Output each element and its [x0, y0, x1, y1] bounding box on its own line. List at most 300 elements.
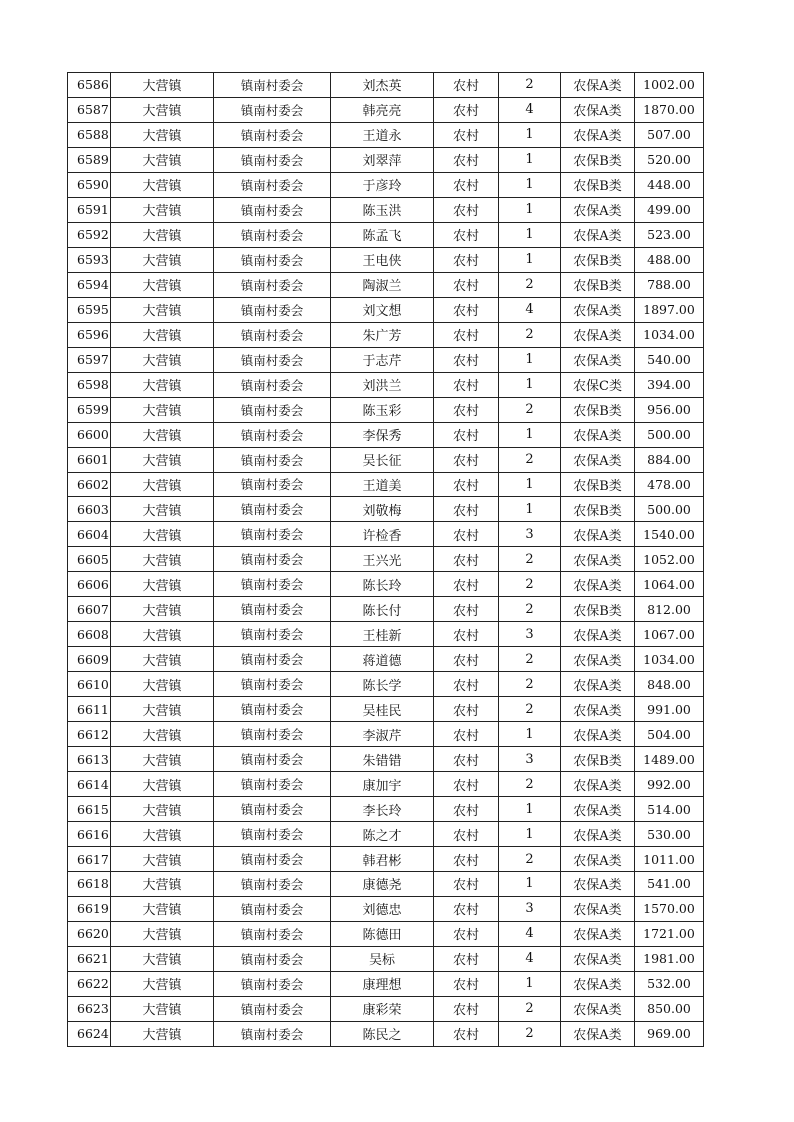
village-committee-cell: 镇南村委会 — [214, 422, 331, 447]
village-committee-cell: 镇南村委会 — [214, 372, 331, 397]
family-size-cell: 1 — [499, 497, 561, 522]
household-type-cell: 农村 — [434, 847, 499, 872]
table-row — [68, 122, 704, 147]
table-row — [68, 472, 704, 497]
town-cell: 大营镇 — [111, 971, 214, 996]
village-committee-cell: 镇南村委会 — [214, 697, 331, 722]
household-type-cell: 农村 — [434, 672, 499, 697]
person-name-cell: 李保秀 — [331, 422, 434, 447]
insurance-category-cell: 农保A类 — [561, 547, 635, 572]
record-number-cell: 6598 — [68, 372, 111, 397]
village-committee-cell: 镇南村委会 — [214, 872, 331, 897]
family-size-cell: 2 — [499, 597, 561, 622]
amount-cell: 956.00 — [635, 397, 704, 422]
table-row — [68, 1021, 704, 1046]
table-row — [68, 797, 704, 822]
person-name-cell: 陈长付 — [331, 597, 434, 622]
insurance-category-cell: 农保B类 — [561, 397, 635, 422]
village-committee-cell: 镇南村委会 — [214, 197, 331, 222]
record-number-cell: 6597 — [68, 347, 111, 372]
town-cell: 大营镇 — [111, 497, 214, 522]
town-cell: 大营镇 — [111, 921, 214, 946]
insurance-category-cell: 农保A类 — [561, 522, 635, 547]
town-cell: 大营镇 — [111, 447, 214, 472]
town-cell: 大营镇 — [111, 597, 214, 622]
record-number-cell: 6622 — [68, 971, 111, 996]
family-size-cell: 1 — [499, 872, 561, 897]
household-type-cell: 农村 — [434, 122, 499, 147]
amount-cell: 394.00 — [635, 372, 704, 397]
amount-cell: 848.00 — [635, 672, 704, 697]
village-committee-cell: 镇南村委会 — [214, 822, 331, 847]
amount-cell: 1064.00 — [635, 572, 704, 597]
town-cell: 大营镇 — [111, 722, 214, 747]
person-name-cell: 刘德忠 — [331, 896, 434, 921]
family-size-cell: 1 — [499, 172, 561, 197]
insurance-category-cell: 农保B类 — [561, 497, 635, 522]
town-cell: 大营镇 — [111, 372, 214, 397]
town-cell: 大营镇 — [111, 122, 214, 147]
insurance-category-cell: 农保A类 — [561, 622, 635, 647]
village-committee-cell: 镇南村委会 — [214, 996, 331, 1021]
record-number-cell: 6614 — [68, 772, 111, 797]
family-size-cell: 3 — [499, 522, 561, 547]
household-type-cell: 农村 — [434, 397, 499, 422]
household-type-cell: 农村 — [434, 971, 499, 996]
household-type-cell: 农村 — [434, 872, 499, 897]
amount-cell: 1011.00 — [635, 847, 704, 872]
record-number-cell: 6589 — [68, 147, 111, 172]
insurance-category-cell: 农保A类 — [561, 222, 635, 247]
insurance-category-cell: 农保B类 — [561, 272, 635, 297]
village-committee-cell: 镇南村委会 — [214, 497, 331, 522]
village-committee-cell: 镇南村委会 — [214, 847, 331, 872]
household-type-cell: 农村 — [434, 222, 499, 247]
person-name-cell: 陈玉彩 — [331, 397, 434, 422]
village-committee-cell: 镇南村委会 — [214, 472, 331, 497]
family-size-cell: 1 — [499, 422, 561, 447]
table-row — [68, 672, 704, 697]
village-committee-cell: 镇南村委会 — [214, 147, 331, 172]
town-cell: 大营镇 — [111, 572, 214, 597]
amount-cell: 1570.00 — [635, 896, 704, 921]
household-type-cell: 农村 — [434, 172, 499, 197]
village-committee-cell: 镇南村委会 — [214, 397, 331, 422]
family-size-cell: 2 — [499, 397, 561, 422]
family-size-cell: 1 — [499, 122, 561, 147]
insurance-category-cell: 农保A类 — [561, 1021, 635, 1046]
household-type-cell: 农村 — [434, 697, 499, 722]
household-type-cell: 农村 — [434, 272, 499, 297]
town-cell: 大营镇 — [111, 322, 214, 347]
town-cell: 大营镇 — [111, 697, 214, 722]
person-name-cell: 刘洪兰 — [331, 372, 434, 397]
town-cell: 大营镇 — [111, 647, 214, 672]
record-number-cell: 6588 — [68, 122, 111, 147]
table-row — [68, 372, 704, 397]
insurance-category-cell: 农保B类 — [561, 172, 635, 197]
person-name-cell: 刘敬梅 — [331, 497, 434, 522]
family-size-cell: 1 — [499, 147, 561, 172]
table-row — [68, 247, 704, 272]
table-row — [68, 747, 704, 772]
record-number-cell: 6615 — [68, 797, 111, 822]
village-committee-cell: 镇南村委会 — [214, 1021, 331, 1046]
record-number-cell: 6587 — [68, 97, 111, 122]
village-committee-cell: 镇南村委会 — [214, 797, 331, 822]
record-number-cell: 6605 — [68, 547, 111, 572]
record-number-cell: 6606 — [68, 572, 111, 597]
insurance-category-cell: 农保A类 — [561, 896, 635, 921]
household-type-cell: 农村 — [434, 522, 499, 547]
town-cell: 大营镇 — [111, 147, 214, 172]
table-body — [68, 73, 704, 1047]
village-committee-cell: 镇南村委会 — [214, 647, 331, 672]
town-cell: 大营镇 — [111, 247, 214, 272]
amount-cell: 499.00 — [635, 197, 704, 222]
amount-cell: 532.00 — [635, 971, 704, 996]
record-number-cell: 6596 — [68, 322, 111, 347]
amount-cell: 1721.00 — [635, 921, 704, 946]
family-size-cell: 3 — [499, 747, 561, 772]
household-type-cell: 农村 — [434, 447, 499, 472]
table-row — [68, 622, 704, 647]
table-row — [68, 772, 704, 797]
person-name-cell: 吴桂民 — [331, 697, 434, 722]
insurance-category-cell: 农保B类 — [561, 747, 635, 772]
family-size-cell: 2 — [499, 1021, 561, 1046]
person-name-cell: 李长玲 — [331, 797, 434, 822]
town-cell: 大营镇 — [111, 272, 214, 297]
village-committee-cell: 镇南村委会 — [214, 122, 331, 147]
family-size-cell: 2 — [499, 996, 561, 1021]
family-size-cell: 3 — [499, 622, 561, 647]
person-name-cell: 陶淑兰 — [331, 272, 434, 297]
person-name-cell: 陈玉洪 — [331, 197, 434, 222]
amount-cell: 507.00 — [635, 122, 704, 147]
record-number-cell: 6603 — [68, 497, 111, 522]
insurance-category-cell: 农保B类 — [561, 147, 635, 172]
person-name-cell: 许检香 — [331, 522, 434, 547]
household-type-cell: 农村 — [434, 197, 499, 222]
amount-cell: 1981.00 — [635, 946, 704, 971]
insurance-category-cell: 农保A类 — [561, 347, 635, 372]
village-committee-cell: 镇南村委会 — [214, 597, 331, 622]
insurance-category-cell: 农保A类 — [561, 647, 635, 672]
person-name-cell: 康加宇 — [331, 772, 434, 797]
household-type-cell: 农村 — [434, 372, 499, 397]
table-row — [68, 697, 704, 722]
insurance-category-cell: 农保A类 — [561, 297, 635, 322]
amount-cell: 991.00 — [635, 697, 704, 722]
amount-cell: 520.00 — [635, 147, 704, 172]
table-row — [68, 522, 704, 547]
table-row — [68, 996, 704, 1021]
record-number-cell: 6619 — [68, 896, 111, 921]
insurance-category-cell: 农保A类 — [561, 572, 635, 597]
town-cell: 大营镇 — [111, 97, 214, 122]
table-row — [68, 397, 704, 422]
person-name-cell: 朱广芳 — [331, 322, 434, 347]
insurance-category-cell: 农保A类 — [561, 847, 635, 872]
record-number-cell: 6602 — [68, 472, 111, 497]
person-name-cell: 陈孟飞 — [331, 222, 434, 247]
table-row — [68, 847, 704, 872]
record-number-cell: 6620 — [68, 921, 111, 946]
amount-cell: 448.00 — [635, 172, 704, 197]
household-type-cell: 农村 — [434, 797, 499, 822]
table-row — [68, 172, 704, 197]
person-name-cell: 刘文想 — [331, 297, 434, 322]
household-type-cell: 农村 — [434, 772, 499, 797]
town-cell: 大营镇 — [111, 222, 214, 247]
record-number-cell: 6593 — [68, 247, 111, 272]
town-cell: 大营镇 — [111, 822, 214, 847]
table-row — [68, 872, 704, 897]
amount-cell: 1870.00 — [635, 97, 704, 122]
family-size-cell: 2 — [499, 697, 561, 722]
town-cell: 大营镇 — [111, 397, 214, 422]
table-row — [68, 147, 704, 172]
town-cell: 大营镇 — [111, 946, 214, 971]
village-committee-cell: 镇南村委会 — [214, 622, 331, 647]
person-name-cell: 于彦玲 — [331, 172, 434, 197]
town-cell: 大营镇 — [111, 547, 214, 572]
household-type-cell: 农村 — [434, 1021, 499, 1046]
person-name-cell: 陈民之 — [331, 1021, 434, 1046]
insurance-category-cell: 农保A类 — [561, 322, 635, 347]
record-number-cell: 6601 — [68, 447, 111, 472]
town-cell: 大营镇 — [111, 422, 214, 447]
family-size-cell: 1 — [499, 472, 561, 497]
record-number-cell: 6609 — [68, 647, 111, 672]
amount-cell: 541.00 — [635, 872, 704, 897]
table-row — [68, 422, 704, 447]
town-cell: 大营镇 — [111, 872, 214, 897]
family-size-cell: 1 — [499, 347, 561, 372]
household-type-cell: 农村 — [434, 147, 499, 172]
insurance-category-cell: 农保B类 — [561, 247, 635, 272]
family-size-cell: 2 — [499, 547, 561, 572]
town-cell: 大营镇 — [111, 747, 214, 772]
person-name-cell: 刘翠萍 — [331, 147, 434, 172]
family-size-cell: 1 — [499, 197, 561, 222]
household-type-cell: 农村 — [434, 647, 499, 672]
village-committee-cell: 镇南村委会 — [214, 247, 331, 272]
family-size-cell: 2 — [499, 272, 561, 297]
person-name-cell: 王电侠 — [331, 247, 434, 272]
amount-cell: 992.00 — [635, 772, 704, 797]
record-number-cell: 6621 — [68, 946, 111, 971]
village-committee-cell: 镇南村委会 — [214, 347, 331, 372]
person-name-cell: 王兴光 — [331, 547, 434, 572]
table-row — [68, 497, 704, 522]
household-type-cell: 农村 — [434, 597, 499, 622]
household-type-cell: 农村 — [434, 472, 499, 497]
village-committee-cell: 镇南村委会 — [214, 896, 331, 921]
amount-cell: 504.00 — [635, 722, 704, 747]
family-size-cell: 1 — [499, 971, 561, 996]
family-size-cell: 2 — [499, 672, 561, 697]
town-cell: 大营镇 — [111, 1021, 214, 1046]
town-cell: 大营镇 — [111, 996, 214, 1021]
table-row — [68, 73, 704, 98]
person-name-cell: 王桂新 — [331, 622, 434, 647]
family-size-cell: 1 — [499, 247, 561, 272]
family-size-cell: 4 — [499, 921, 561, 946]
insurance-category-cell: 农保A类 — [561, 722, 635, 747]
insurance-category-cell: 农保A类 — [561, 822, 635, 847]
person-name-cell: 王道永 — [331, 122, 434, 147]
amount-cell: 850.00 — [635, 996, 704, 1021]
family-size-cell: 1 — [499, 822, 561, 847]
household-type-cell: 农村 — [434, 822, 499, 847]
record-number-cell: 6607 — [68, 597, 111, 622]
table-row — [68, 946, 704, 971]
record-number-cell: 6611 — [68, 697, 111, 722]
insurance-category-cell: 农保A类 — [561, 996, 635, 1021]
table-row — [68, 347, 704, 372]
village-committee-cell: 镇南村委会 — [214, 322, 331, 347]
amount-cell: 523.00 — [635, 222, 704, 247]
town-cell: 大营镇 — [111, 472, 214, 497]
amount-cell: 1540.00 — [635, 522, 704, 547]
amount-cell: 1034.00 — [635, 647, 704, 672]
table-row — [68, 322, 704, 347]
amount-cell: 1052.00 — [635, 547, 704, 572]
family-size-cell: 1 — [499, 222, 561, 247]
person-name-cell: 陈长玲 — [331, 572, 434, 597]
table-row — [68, 722, 704, 747]
village-committee-cell: 镇南村委会 — [214, 172, 331, 197]
household-type-cell: 农村 — [434, 946, 499, 971]
table-row — [68, 971, 704, 996]
table-row — [68, 597, 704, 622]
village-committee-cell: 镇南村委会 — [214, 672, 331, 697]
household-type-cell: 农村 — [434, 322, 499, 347]
household-type-cell: 农村 — [434, 422, 499, 447]
record-number-cell: 6595 — [68, 297, 111, 322]
household-type-cell: 农村 — [434, 921, 499, 946]
town-cell: 大营镇 — [111, 73, 214, 98]
town-cell: 大营镇 — [111, 772, 214, 797]
person-name-cell: 王道美 — [331, 472, 434, 497]
family-size-cell: 1 — [499, 797, 561, 822]
table-row — [68, 297, 704, 322]
record-number-cell: 6617 — [68, 847, 111, 872]
table-row — [68, 272, 704, 297]
insurance-category-cell: 农保A类 — [561, 197, 635, 222]
amount-cell: 540.00 — [635, 347, 704, 372]
amount-cell: 812.00 — [635, 597, 704, 622]
person-name-cell: 韩亮亮 — [331, 97, 434, 122]
insurance-category-cell: 农保A类 — [561, 672, 635, 697]
village-committee-cell: 镇南村委会 — [214, 572, 331, 597]
record-number-cell: 6590 — [68, 172, 111, 197]
person-name-cell: 刘杰英 — [331, 73, 434, 98]
amount-cell: 884.00 — [635, 447, 704, 472]
record-number-cell: 6613 — [68, 747, 111, 772]
record-number-cell: 6618 — [68, 872, 111, 897]
person-name-cell: 陈长学 — [331, 672, 434, 697]
household-type-cell: 农村 — [434, 347, 499, 372]
insurance-category-cell: 农保A类 — [561, 697, 635, 722]
person-name-cell: 于志芹 — [331, 347, 434, 372]
family-size-cell: 2 — [499, 572, 561, 597]
insurance-category-cell: 农保A类 — [561, 97, 635, 122]
village-committee-cell: 镇南村委会 — [214, 97, 331, 122]
household-type-cell: 农村 — [434, 896, 499, 921]
household-type-cell: 农村 — [434, 622, 499, 647]
table-row — [68, 197, 704, 222]
village-committee-cell: 镇南村委会 — [214, 722, 331, 747]
family-size-cell: 1 — [499, 722, 561, 747]
household-type-cell: 农村 — [434, 747, 499, 772]
household-type-cell: 农村 — [434, 497, 499, 522]
record-number-cell: 6592 — [68, 222, 111, 247]
record-number-cell: 6599 — [68, 397, 111, 422]
household-type-cell: 农村 — [434, 297, 499, 322]
insurance-category-cell: 农保A类 — [561, 872, 635, 897]
amount-cell: 1897.00 — [635, 297, 704, 322]
insurance-category-cell: 农保B类 — [561, 597, 635, 622]
insurance-category-cell: 农保A类 — [561, 797, 635, 822]
table-row — [68, 896, 704, 921]
record-number-cell: 6612 — [68, 722, 111, 747]
household-type-cell: 农村 — [434, 247, 499, 272]
amount-cell: 969.00 — [635, 1021, 704, 1046]
insurance-category-cell: 农保B类 — [561, 472, 635, 497]
village-committee-cell: 镇南村委会 — [214, 522, 331, 547]
village-committee-cell: 镇南村委会 — [214, 272, 331, 297]
household-type-cell: 农村 — [434, 996, 499, 1021]
table-row — [68, 222, 704, 247]
village-committee-cell: 镇南村委会 — [214, 447, 331, 472]
amount-cell: 1002.00 — [635, 73, 704, 98]
record-number-cell: 6624 — [68, 1021, 111, 1046]
person-name-cell: 康理想 — [331, 971, 434, 996]
person-name-cell: 吴长征 — [331, 447, 434, 472]
town-cell: 大营镇 — [111, 896, 214, 921]
amount-cell: 514.00 — [635, 797, 704, 822]
person-name-cell: 韩君彬 — [331, 847, 434, 872]
household-type-cell: 农村 — [434, 547, 499, 572]
family-size-cell: 2 — [499, 647, 561, 672]
village-committee-cell: 镇南村委会 — [214, 921, 331, 946]
insurance-category-cell: 农保A类 — [561, 971, 635, 996]
insurance-category-cell: 农保C类 — [561, 372, 635, 397]
insurance-category-cell: 农保A类 — [561, 921, 635, 946]
insurance-category-cell: 农保A类 — [561, 447, 635, 472]
person-name-cell: 朱错错 — [331, 747, 434, 772]
table-row — [68, 97, 704, 122]
record-number-cell: 6591 — [68, 197, 111, 222]
record-number-cell: 6604 — [68, 522, 111, 547]
record-number-cell: 6594 — [68, 272, 111, 297]
person-name-cell: 康彩荣 — [331, 996, 434, 1021]
amount-cell: 1067.00 — [635, 622, 704, 647]
amount-cell: 500.00 — [635, 497, 704, 522]
record-number-cell: 6610 — [68, 672, 111, 697]
village-committee-cell: 镇南村委会 — [214, 971, 331, 996]
village-committee-cell: 镇南村委会 — [214, 547, 331, 572]
insurance-category-cell: 农保A类 — [561, 772, 635, 797]
record-number-cell: 6608 — [68, 622, 111, 647]
family-size-cell: 1 — [499, 372, 561, 397]
town-cell: 大营镇 — [111, 672, 214, 697]
amount-cell: 478.00 — [635, 472, 704, 497]
table-row — [68, 447, 704, 472]
